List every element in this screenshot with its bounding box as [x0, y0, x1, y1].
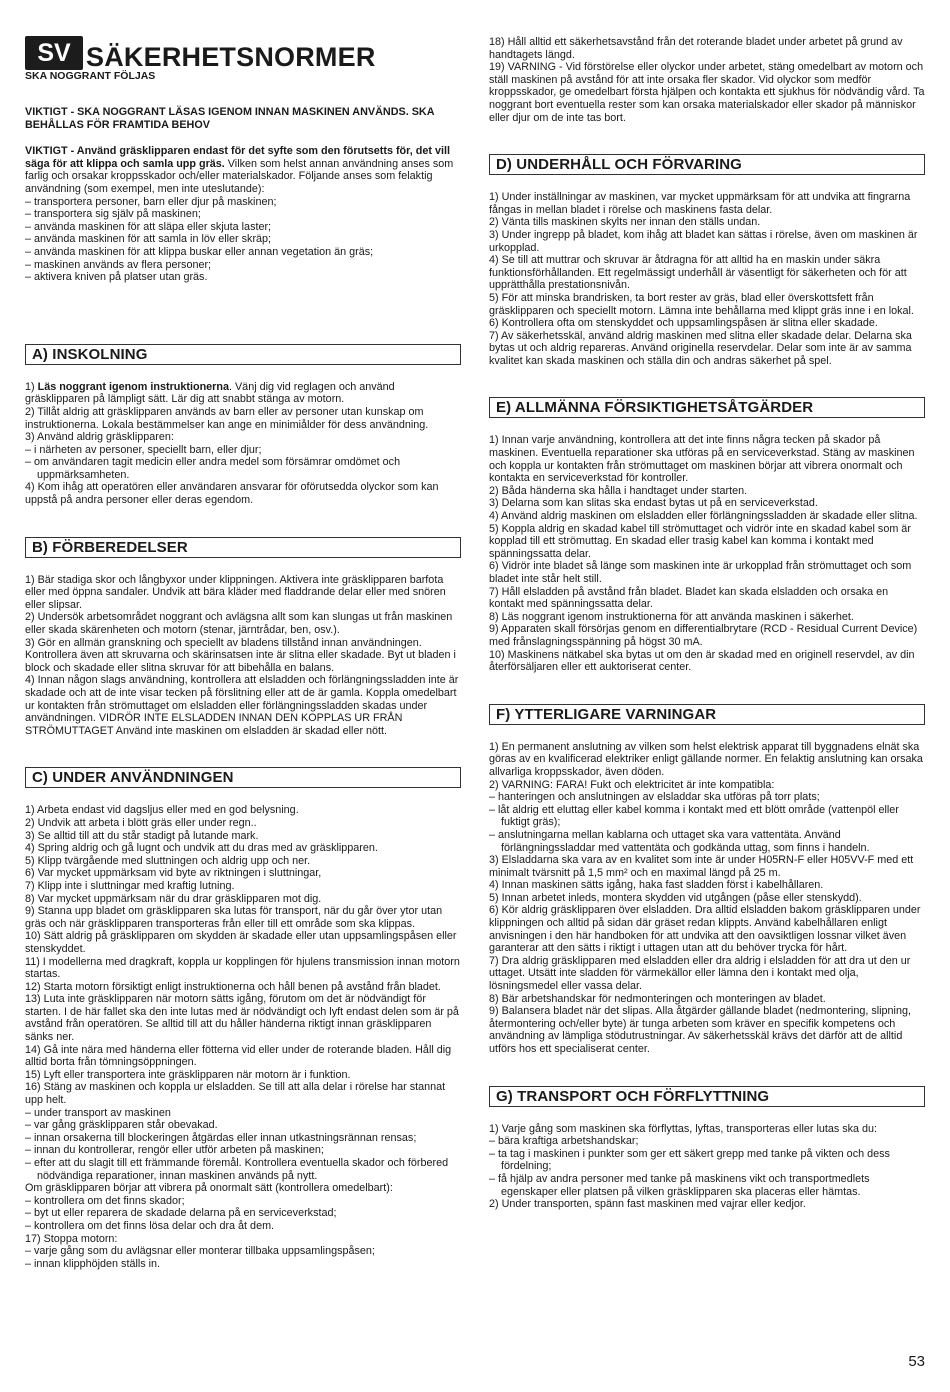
e-line: 3) Delarna som kan slitas ska endast bytas ut på en serviceverkstad.: [489, 497, 818, 510]
intro-list-line: – använda maskinen för att samla in löv eller skräp;: [25, 233, 272, 246]
left-column: [25, 0, 461, 1270]
f-line: – anslutningarna mellan kablarna och uttaget ska vara vattentäta. Använd förlängningssladdar med vattentäta och godkända uttag, som finns i handeln.: [489, 828, 870, 854]
section-heading-e: E) ALLMÄNNA FÖRSIKTIGHETSÅTGÄRDER: [489, 397, 925, 418]
g-line: – få hjälp av andra personer med tanke på maskinens vikt och transportmedlets egenskaper eller platsen på vilken gräsklipparen ska placeras eller hämtas.: [489, 1172, 870, 1198]
page-header: [25, 36, 461, 88]
c-line: 9) Stanna upp bladet om gräsklipparen ska lutas för transport, när du går över ytor utan gräs och när gräsklipparen transporteras från eller till ett område som ska klippas.: [25, 905, 443, 930]
e-line: 7) Håll elsladden på avstånd från bladet. Bladet kan skada elsladden och orsaka en kontakt med spänningssatta delar.: [489, 585, 889, 611]
c-line: – kontrollera om det finns lösa delar och dra åt dem.: [25, 1219, 275, 1232]
section-c-body: [25, 804, 461, 1270]
section-a-item-1: [25, 381, 461, 406]
page-title: SÄKERHETSNORMER: [86, 42, 376, 72]
c-line: 7) Klipp inte i sluttningar med kraftig lutning.: [25, 879, 235, 892]
language-badge: SV: [25, 36, 83, 70]
important-notice-2: [25, 145, 461, 195]
section-a-item-1-bold: Läs noggrant igenom instruktionerna: [37, 380, 229, 393]
d-line: 3) Under ingrepp på bladet, kom ihåg att bladet kan sättas i rörelse, även om maskinen är urkopplad.: [489, 228, 918, 254]
f-line: 3) Elsladdarna ska vara av en kvalitet som inte är under H05RN-F eller H05VV-F med ett minimalt tvärsnitt på 1,5 mm² och en maximal längd på 25 m.: [489, 854, 914, 879]
right-column: [489, 0, 925, 1211]
section-heading-b: B) FÖRBEREDELSER: [25, 537, 461, 558]
f-line: 7) Dra aldrig gräsklipparen med elsladden eller dra aldrig i elsladden för att dra ut den ur uttaget. Utsätt inte sladden för värmekällor eller lämna den i kontakt med olja, lösningsmedel eller vassa delar.: [489, 954, 911, 993]
a-line: – om användaren tagit medicin eller andra medel som försämrar omdömet och uppmärksamheten.: [25, 456, 401, 481]
e-line: 1) Innan varje användning, kontrollera att det inte finns några tecken på skador på maskinen. Eventuella reparationer ska utföras på en serviceverkstad. Stäng av maskinen och koppla ur kontakten från strömuttaget om maskinen börjar att vibrera onormalt och kontakta en serviceverkstad för kontroller.: [489, 434, 915, 485]
intro-list: [25, 196, 461, 284]
c-line: 13) Luta inte gräsklipparen när motorn sätts igång, förutom om det är nödvändigt för starten. I de här fallet ska den inte lutas med är nödvändigt och lyft endast delen som är på avstånd från operatören. Se alltid till att du håller händerna riktigt innan gräsklipparen sänks ner.: [25, 993, 459, 1044]
intro-list-line: – transportera personer, barn eller djur på maskinen;: [25, 195, 277, 208]
section-d-body: [489, 191, 925, 367]
d-line: 7) Av säkerhetsskäl, använd aldrig maskinen med slitna eller skadade delar. Delarna ska bytas ut och aldrig repareras. Använd originella reservdelar. Delar som inte är av samma kvalitet kan skada maskinen och ställa din och andras säkerhet på spel.: [489, 329, 912, 367]
intro-list-line: – använda maskinen för att släpa eller skjuta laster;: [25, 220, 272, 233]
c-line: 3) Se alltid till att du står stadigt på lutande mark.: [25, 829, 259, 842]
b-line: 2) Undersök arbetsområdet noggrant och avlägsna allt som kan slungas ut från maskinen eller skada skärenheten och motorn (stenar, järntrådar, ben, osv.).: [25, 611, 453, 637]
c-line: 10) Sätt aldrig på gräsklipparen om skydden är skadade eller utan uppsamlingspåsen eller stenskyddet.: [25, 930, 457, 955]
a-line: 3) Använd aldrig gräsklipparen:: [25, 431, 174, 444]
important-notice-1: VIKTIGT - SKA NOGGRANT LÄSAS IGENOM INNAN MASKINEN ANVÄNDS. SKA BEHÅLLAS FÖR FRAMTIDA BEHOV: [25, 106, 435, 131]
e-line: 10) Maskinens nätkabel ska bytas ut om den är skadad med en originell reservdel, av din återförsäljaren eller ett auktoriserat center.: [489, 648, 915, 674]
e-line: 2) Båda händerna ska hålla i handtaget under starten.: [489, 484, 748, 497]
section-heading-d: D) UNDERHÅLL OCH FÖRVARING: [489, 154, 925, 175]
a-line: 2) Tillåt aldrig att gräsklipparen används av barn eller av personer utan kunskap om instruktionerna. Lokala bestämmelser kan ange en minimiålder för dess användning.: [25, 405, 429, 431]
intro-list-line: – använda maskinen för att klippa buskar eller annan vegetation än gräs;: [25, 245, 374, 258]
b-line: 1) Bär stadiga skor och långbyxor under klippningen. Aktivera inte gräsklipparen barfota eller med öppna sandaler. Undvik att bära kläder med fladdrande delar eller med snören eller slipsar.: [25, 573, 446, 611]
c-line: – efter att du slagit till ett främmande föremål. Kontrollera eventuella skador och förbered nödvändiga reparationer, innan maskinen används på nytt.: [25, 1157, 449, 1182]
c-line: – varje gång som du avlägsnar eller monterar tillbaka uppsamlingspåsen;: [25, 1245, 375, 1258]
e-line: 5) Koppla aldrig en skadad kabel till strömuttaget och vidrör inte en skadad kabel som är kopplad till ett strömuttag. En skadad eller trasig kabel kan komma i kontakt med spänningssatta delar.: [489, 522, 911, 560]
f-line: – hanteringen och anslutningen av elsladdar ska utföras på torr plats;: [489, 791, 820, 804]
intro-list-line: – maskinen används av flera personer;: [25, 258, 212, 271]
a-line: – i närheten av personer, speciellt barn, eller djur;: [25, 443, 262, 456]
section-f-body: [489, 741, 925, 1056]
c-line: – byt ut eller reparera de skadade delarna på en serviceverkstad;: [25, 1207, 337, 1220]
intro-list-line: – aktivera kniven på platser utan gräs.: [25, 271, 208, 284]
c-line: 14) Gå inte nära med händerna eller fötterna vid eller under de roterande bladen. Håll dig alltid borta från tömningsöppningen.: [25, 1043, 452, 1069]
f-line: – låt aldrig ett eluttag eller kabel komma i kontakt med ett blött område (vattenpöl eller fuktigt gräs);: [489, 803, 899, 829]
b-line: 4) Innan någon slags användning, kontrollera att elsladden och förlängningssladden inte är skadade och att de inte visar tecken på förslitning eller att de är gamla. Koppla omedelbart ur kontakten från strömuttaget om elsladden eller förlängningssladden skadas under användningen. VIDRÖR INTE ELSLADDEN INNAN DEN KOPPLAS UR FRÅN STRÖMUTTAGET Använd inte maskinen om elsladden är skadad eller nött.: [25, 674, 459, 737]
important-notice-2-rest: Vilken som helst annan användning anses som farlig och orsakar kroppsskador och/eller materialskador. Följande anses som felaktig användning (som exempel, men inte uteslutande):: [25, 157, 454, 195]
c-line: – innan orsakerna till blockeringen åtgärdas eller innan utkastningsrännan rensas;: [25, 1131, 417, 1144]
e-line: 8) Läs noggrant igenom instruktionerna för att använda maskinen i säkerhet.: [489, 610, 854, 623]
f-line: 6) Kör aldrig gräsklipparen över elsladden. Dra alltid elsladden bakom gräsklipparen under klippningen och alltid på sidan där gräset redan klippts. Använd kabelhållaren enligt anvisningen i den här handboken för att undvika att den oavsiktligen lossnar vilket även garanterar att den sätts i riktigt i uttagen utan att du behöver trycka för hårt.: [489, 904, 921, 955]
f-line: 2) VARNING: FARA! Fukt och elektricitet är inte kompatibla:: [489, 778, 775, 791]
c-line: 12) Starta motorn försiktigt enligt instruktionerna och håll benen på avstånd från bladet.: [25, 980, 441, 993]
section-c-continued-body: [489, 36, 925, 124]
c-line: 17) Stoppa motorn:: [25, 1232, 118, 1245]
f-line: 5) Innan arbetet inleds, montera skydden vid utgången (påse eller stenskydd).: [489, 891, 862, 904]
section-heading-g: G) TRANSPORT OCH FÖRFLYTTNING: [489, 1086, 925, 1107]
d-line: 5) För att minska brandrisken, ta bort rester av gräs, blad eller överskottsfett från gräsklipparen och speciellt motorn. Lämna inte behållarna med klippt gräs inne i en lokal.: [489, 291, 914, 317]
section-a-body: [25, 406, 461, 507]
c-line: 6) Var mycket uppmärksam vid byte av riktningen i sluttningar,: [25, 867, 322, 880]
section-g-body: [489, 1123, 925, 1211]
e-line: 9) Apparaten skall försörjas genom en differentialbrytare (RCD - Residual Current Device) med frånslagningsspänning på högst 30 mA.: [489, 623, 918, 648]
c-line: 8) Var mycket uppmärksam när du drar gräsklipparen mot dig.: [25, 892, 322, 905]
c-line: – kontrollera om det finns skador;: [25, 1194, 185, 1207]
f-line: 4) Innan maskinen sätts igång, haka fast sladden först i kabelhållaren.: [489, 879, 824, 892]
section-e-body: [489, 434, 925, 673]
section-a-item-1-rest: . Vänj dig vid reglagen och använd gräsklipparen på lämpligt sätt. Lär dig att snabbt stänga av motorn.: [25, 380, 395, 406]
g-line: – ta tag i maskinen i punkter som ger ett säkert grepp med tanke på vikten och dess fördelning;: [489, 1147, 890, 1173]
c-line: 16) Stäng av maskinen och koppla ur elsladden. Se till att alla delar i rörelse har stannat upp helt.: [25, 1081, 446, 1107]
g-line: – bära kraftiga arbetshandskar;: [489, 1135, 639, 1148]
g-line: 1) Varje gång som maskinen ska förflyttas, lyftas, transporteras eller lutas ska du:: [489, 1122, 878, 1135]
c2-line: 18) Håll alltid ett säkerhetsavstånd från det roterande bladet under arbetet på grund av handtagets längd.: [489, 36, 903, 61]
d-line: 6) Kontrollera ofta om stenskyddet och uppsamlingspåsen är slitna eller skadade.: [489, 317, 878, 330]
c-line: Om gräsklipparen börjar att vibrera på onormalt sätt (kontrollera omedelbart):: [25, 1182, 393, 1195]
c-line: – under transport av maskinen: [25, 1106, 171, 1119]
d-line: 1) Under inställningar av maskinen, var mycket uppmärksam för att undvika att fingrarna fångas in mellan bladet i rörelse och maskinens fasta delar.: [489, 191, 911, 216]
d-line: 4) Se till att muttrar och skruvar är åtdragna för att alltid ha en maskin under säkra funktionsförhållanden. Ett regelmässigt underhåll är väsentligt för säkerheten och för att upprätthålla prestationsnivån.: [489, 254, 907, 292]
section-heading-c: C) UNDER ANVÄNDNINGEN: [25, 767, 461, 788]
e-line: 4) Använd aldrig maskinen om elsladden eller förlängningssladden är skadade eller slitna.: [489, 510, 918, 523]
f-line: 1) En permanent anslutning av vilken som helst elektrisk apparat till byggnadens elnät ska göras av en kvalificerad elektriker enligt gällande normer. En felaktig anslutning kan orsaka allvarliga kroppsskador, även döden.: [489, 740, 923, 778]
c-line: – innan du kontrollerar, rengör eller utför arbeten på maskinen;: [25, 1144, 324, 1157]
g-line: 2) Under transporten, spänn fast maskinen med vajrar eller kedjor.: [489, 1198, 806, 1211]
c-line: 11) I modellerna med dragkraft, koppla ur kopplingen för hjulens transmission innan motorn startas.: [25, 955, 460, 981]
c-line: – var gång gräsklipparen står obevakad.: [25, 1119, 218, 1132]
c2-line: 19) VARNING - Vid förstörelse eller olyckor under arbetet, stäng omedelbart av motorn och ställ maskinen på avstånd för att inte orsaka fler skador. Vid olyckor som medför kroppsskador, ge omedelbart första hjälpen och kontakta ett sjukhus för nödvändig vård. Ta noggrant bort eventuella rester som kan orsaka materialskador eller skador på människor eller djur om de inte tas bort.: [489, 61, 925, 124]
section-heading-f: F) YTTERLIGARE VARNINGAR: [489, 704, 925, 725]
section-heading-a: A) INSKOLNING: [25, 344, 461, 365]
important-notice-2-bold: VIKTIGT - Använd gräsklipparen endast för det syfte som den förutsetts för, det vill säga för att klippa och samla upp gräs.: [25, 145, 450, 170]
c-line: 1) Arbeta endast vid dagsljus eller med en god belysning.: [25, 804, 299, 817]
intro-list-line: – transportera sig själv på maskinen;: [25, 208, 201, 221]
c-line: 4) Spring aldrig och gå lugnt och undvik att du dras med av gräsklipparen.: [25, 842, 378, 855]
f-line: 9) Balansera bladet när det slipas. Alla åtgärder gällande bladet (nedmontering, slipning, återmontering och/eller byte) är tunga arbeten som kräver en specifik kompetens och användning av lämpliga stödutrustningar. Av säkerhetsskäl krävs det därför att de alltid utförs hos ett specialiserat center.: [489, 1005, 911, 1055]
c-line: 5) Klipp tvärgående med sluttningen och aldrig upp och ner.: [25, 854, 311, 867]
c-line: 2) Undvik att arbeta i blött gräs eller under regn..: [25, 816, 257, 829]
c-line: 15) Lyft eller transportera inte gräsklipparen när motorn är i funktion.: [25, 1068, 351, 1081]
page-subtitle: SKA NOGGRANT FÖLJAS: [25, 70, 156, 82]
a-line: 4) Kom ihåg att operatören eller användaren ansvarar för oförutsedda olyckor som kan uppstå på andra personer eller deras egendom.: [25, 481, 439, 507]
c-line: – innan klipphöjden ställs in.: [25, 1257, 161, 1270]
b-line: 3) Gör en allmän granskning och speciellt av bladens tillstånd innan användningen. Kontrollera även att skruvarna och skärinsatsen inte är slitna eller skadade. Byt ut bladen i block och skadade eller slitna skruvar för att bibehålla en balans.: [25, 636, 456, 674]
section-a-item-1-num: 1): [25, 380, 38, 393]
d-line: 2) Vänta tills maskinen skylts ner innan den ställs undan.: [489, 216, 761, 229]
section-b-body: [25, 574, 461, 738]
page-number: 53: [908, 1353, 925, 1370]
e-line: 6) Vidrör inte bladet så länge som maskinen inte är urkopplad från strömuttaget och som bladet inte står helt still.: [489, 560, 912, 585]
f-line: 8) Bär arbetshandskar för nedmonteringen och monteringen av bladet.: [489, 992, 826, 1005]
